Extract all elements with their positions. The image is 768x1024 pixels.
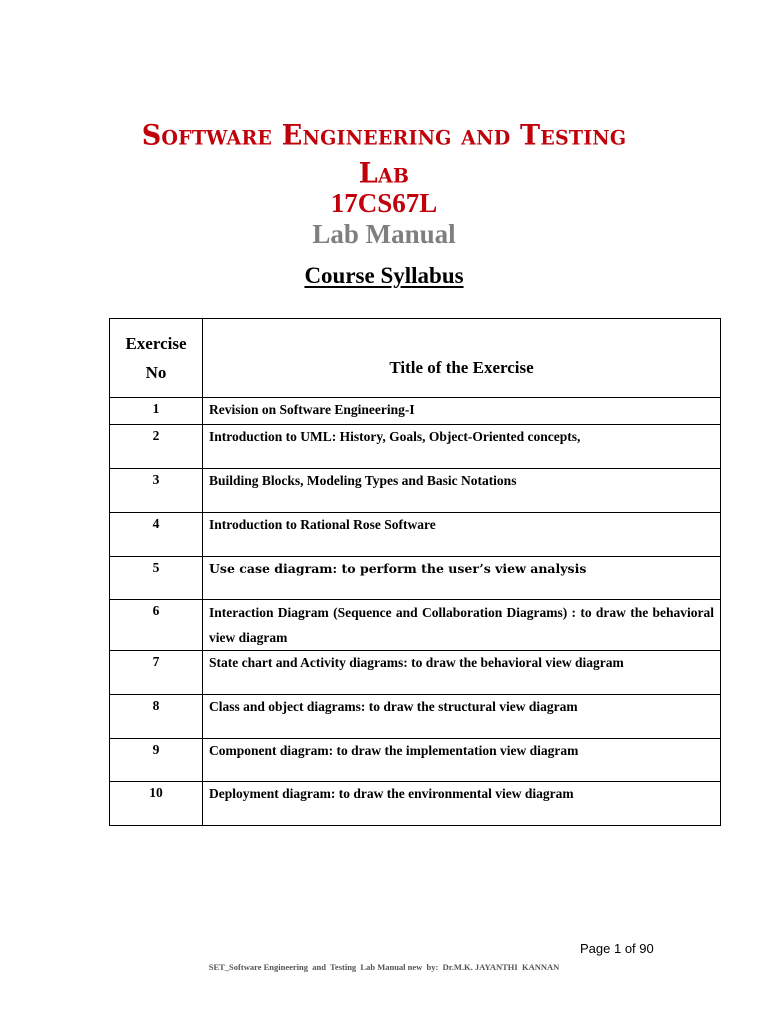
course-code: 17CS67L (330, 188, 438, 218)
table-row (110, 739, 721, 782)
exercise-number: 1 (110, 398, 203, 425)
table-row (110, 513, 721, 557)
syllabus-table (109, 318, 721, 826)
lab-title-line-1: Software Engineering and Testing (141, 119, 627, 152)
exercise-title: Use case diagram: to perform the user’s view analysis (203, 557, 721, 600)
table-row (110, 425, 721, 469)
table-row (110, 782, 721, 826)
footer-text: SET_Software Engineering and Testing Lab Manual new by: Dr.M.K. JAYANTHI KANNAN (208, 962, 560, 972)
table-row (110, 557, 721, 600)
exercise-title: Component diagram: to draw the implementation view diagram (203, 739, 721, 782)
table-row (110, 469, 721, 513)
exercise-title: Revision on Software Engineering-I (203, 398, 721, 425)
column-header-no-label: No (145, 363, 167, 382)
exercise-title: Building Blocks, Modeling Types and Basic Notations (203, 469, 721, 513)
manual-label: Lab Manual (312, 219, 456, 249)
exercise-number: 9 (110, 739, 203, 782)
column-header-exercise-no (110, 319, 203, 398)
exercise-number: 7 (110, 651, 203, 695)
exercise-number: 5 (110, 557, 203, 600)
exercise-number: 10 (110, 782, 203, 826)
exercise-number: 8 (110, 695, 203, 739)
exercise-number: 4 (110, 513, 203, 557)
exercise-title: Class and object diagrams: to draw the structural view diagram (203, 695, 721, 739)
column-header-exercise-label: Exercise (125, 334, 187, 353)
exercise-title: Interaction Diagram (Sequence and Collaboration Diagrams) : to draw the behavioral view diagram (203, 600, 721, 651)
table-row (110, 695, 721, 739)
lab-title-line-2: Lab (358, 157, 410, 190)
exercise-title: State chart and Activity diagrams: to draw the behavioral view diagram (203, 651, 721, 695)
table-header-row (110, 319, 721, 398)
exercise-title: Deployment diagram: to draw the environmental view diagram (203, 782, 721, 826)
column-header-title: Title of the Exercise (203, 319, 721, 398)
table-row (110, 398, 721, 425)
exercise-title: Introduction to Rational Rose Software (203, 513, 721, 557)
exercise-number: 6 (110, 600, 203, 651)
page-number: Page 1 of 90 (580, 941, 654, 956)
table-row (110, 651, 721, 695)
exercise-number: 2 (110, 425, 203, 469)
exercise-number: 3 (110, 469, 203, 513)
table-row (110, 600, 721, 651)
exercise-title: Introduction to UML: History, Goals, Object-Oriented concepts, (203, 425, 721, 469)
syllabus-heading: Course Syllabus (304, 263, 464, 288)
